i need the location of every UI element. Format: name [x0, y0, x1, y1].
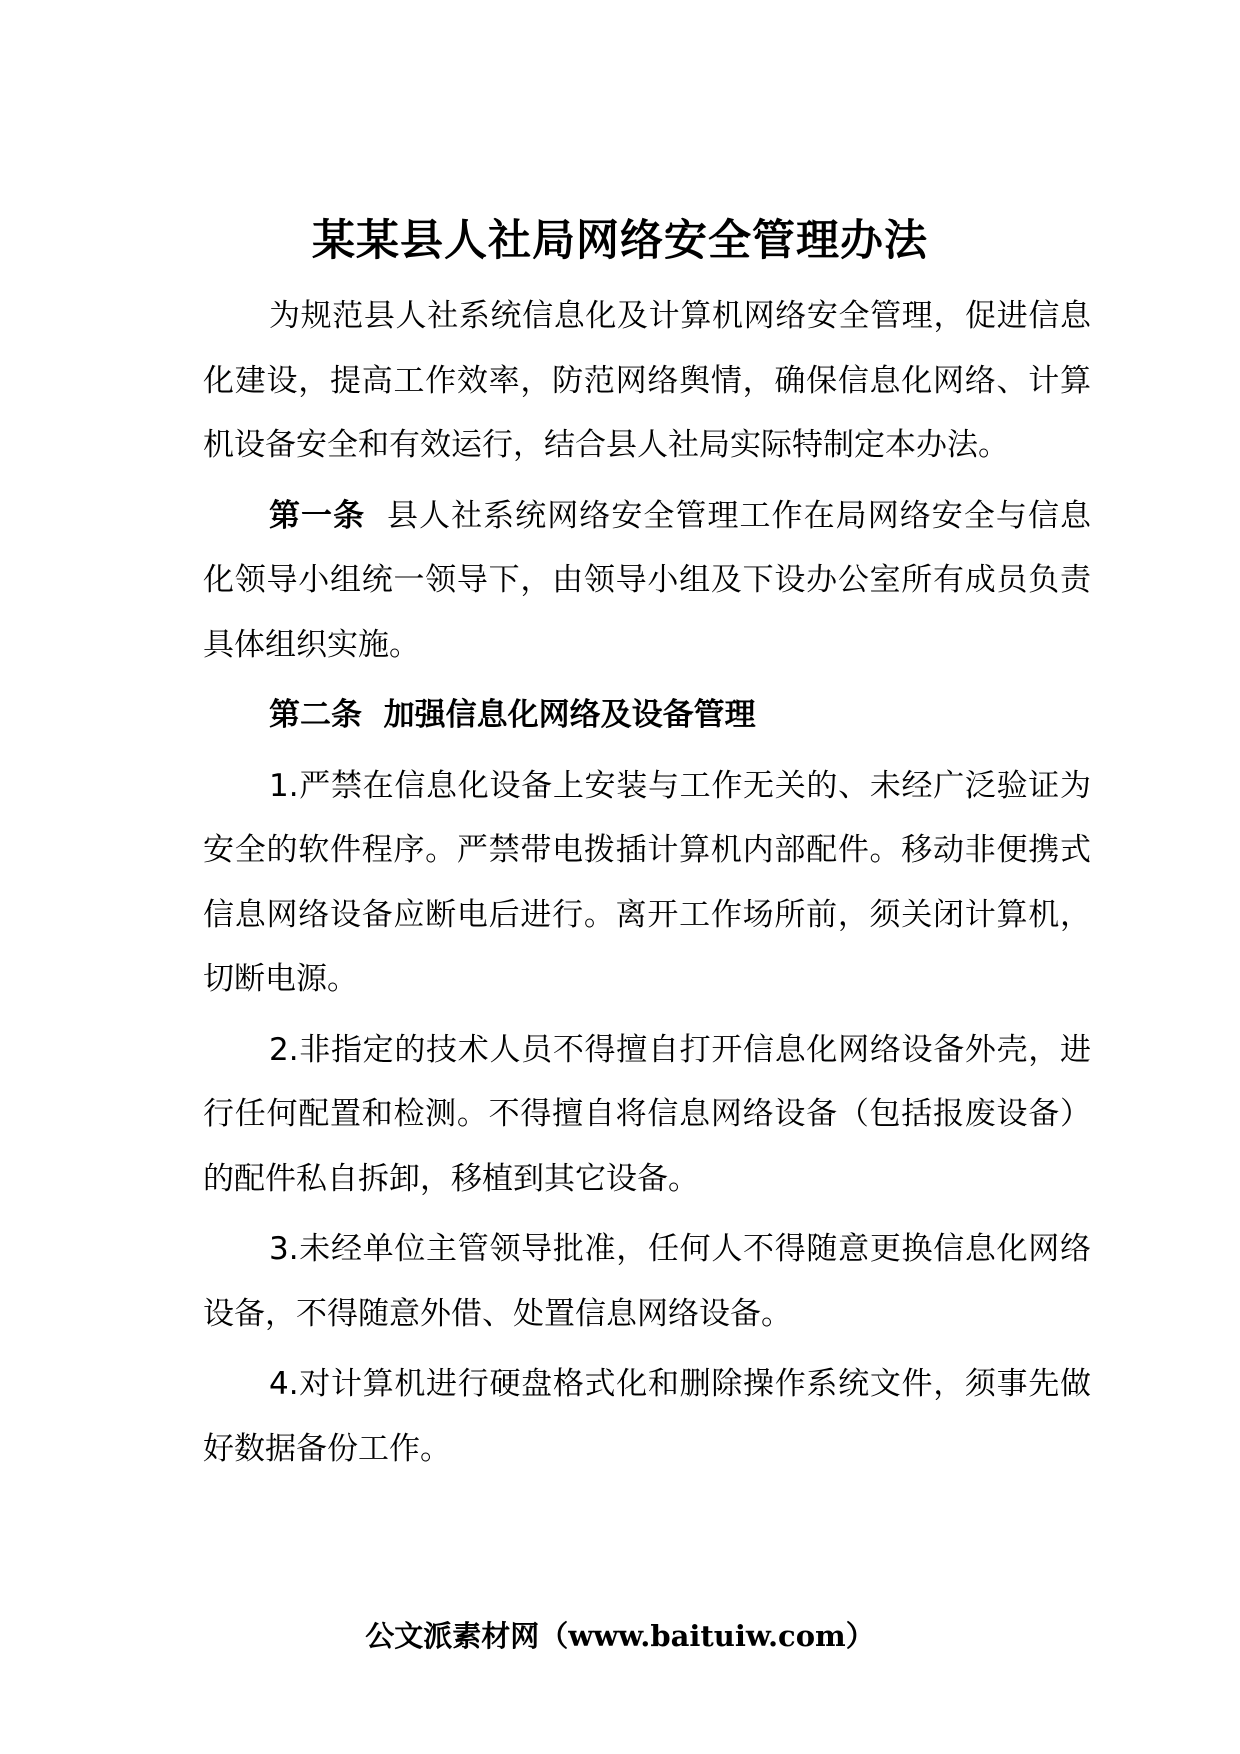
article-2-label: 第二条 — [269, 697, 362, 733]
article-2-heading: 加强信息化网络及设备管理 — [383, 697, 756, 733]
article-2-item-1: 1.严禁在信息化设备上安装与工作无关的、未经广泛验证为安全的软件程序。严禁带电拨插计算机内部配件。移动非便携式信息网络设备应断电后进行。离开工作场所前，须关闭计算机，切断电源。 — [203, 767, 1091, 997]
article-2-item-2: 2.非指定的技术人员不得擅自打开信息化网络设备外壳，进行任何配置和检测。不得擅自将信息网络设备（包括报废设备）的配件私自拆卸，移植到其它设备。 — [203, 1031, 1091, 1197]
document-body — [203, 284, 1091, 1481]
article-1-text: 县人社系统网络安全管理工作在局网络安全与信息化领导小组统一领导下，由领导小组及下设办公室所有成员负责具体组织实施。 — [203, 497, 1092, 663]
article-2-item-3: 3.未经单位主管领导批准，任何人不得随意更换信息化网络设备，不得随意外借、处置信息网络设备。 — [203, 1231, 1091, 1332]
footer-source: 公文派素材网（www.baituiw.com） — [365, 1619, 875, 1653]
document-title: 某某县人社局网络安全管理办法 — [312, 216, 928, 266]
preamble-paragraph: 为规范县人社系统信息化及计算机网络安全管理，促进信息化建设，提高工作效率，防范网络舆情，确保信息化网络、计算机设备安全和有效运行，结合县人社局实际特制定本办法。 — [203, 298, 1091, 463]
article-2-heading-paragraph — [203, 683, 1091, 748]
article-1-paragraph — [203, 484, 1091, 678]
article-1-label: 第一条 — [269, 497, 366, 534]
article-2-item-4: 4.对计算机进行硬盘格式化和删除操作系统文件，须事先做好数据备份工作。 — [203, 1366, 1091, 1467]
